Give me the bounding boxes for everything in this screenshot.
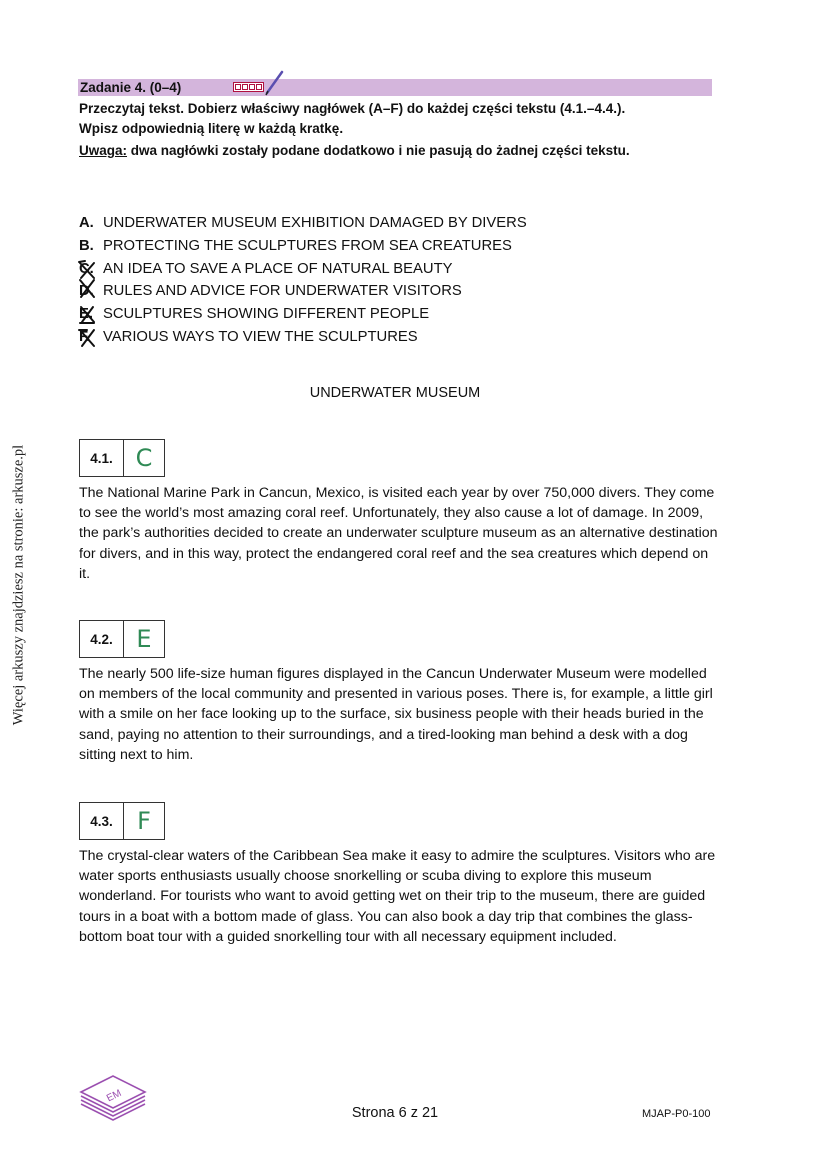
section-title: UNDERWATER MUSEUM: [309, 385, 481, 401]
answer-letter[interactable]: C: [135, 444, 153, 472]
side-watermark: [8, 425, 30, 745]
heading-text: UNDERWATER MUSEUM EXHIBITION DAMAGED BY DIVERS: [103, 215, 527, 231]
heading-text: RULES AND ADVICE FOR UNDERWATER VISITORS: [103, 283, 462, 300]
exam-logo-text: EM: [104, 1087, 124, 1105]
side-watermark-text: Więcej arkuszy znajdziesz na stronie: arkusze.pl: [10, 444, 27, 726]
paragraph-4-3: The crystal-clear waters of the Caribbean Sea make it easy to admire the sculptures. Visitors who are water sports enthusiasts usually choose snorkelling or scuba diving to explore this museum wonderland. For tourists who want to avoid getting wet on their trip to the museum, there are guided tours in a boat with a bottom made of glass. You can also book a day trip that combines the glass-bottom boat tour with a guided snorkelling tour with all necessary equipment included.: [79, 848, 716, 945]
heading-letter: B.: [79, 237, 94, 254]
answer-box-4-3[interactable]: [79, 802, 165, 840]
heading-b: [79, 235, 527, 258]
answer-number: 4.1.: [80, 440, 124, 476]
score-boxes: [233, 82, 264, 92]
heading-text: PROTECTING THE SCULPTURES FROM SEA CREATURES: [103, 237, 512, 254]
heading-a: [79, 212, 527, 235]
answer-number: 4.3.: [80, 803, 124, 839]
answer-box-4-1[interactable]: [79, 439, 165, 477]
heading-d: [79, 280, 527, 303]
cross-mark-icon: [77, 277, 99, 301]
page-number: Strona 6 z 21: [351, 1105, 439, 1121]
pen-icon: [264, 69, 286, 97]
task-note-label: Uwaga:: [79, 143, 128, 158]
headings-list: [79, 212, 527, 349]
heading-letter: C.: [79, 260, 94, 277]
task-note-text: dwa nagłówki zostały podane dodatkowo i nie pasują do żadnej części tekstu.: [127, 143, 630, 158]
heading-letter: A.: [79, 215, 94, 231]
heading-e: [79, 303, 527, 326]
heading-letter: E.: [79, 306, 93, 323]
heading-letter: D.: [79, 283, 94, 300]
cross-mark-icon: [77, 327, 99, 349]
exam-code: MJAP-P0-100: [642, 1108, 711, 1120]
answer-box-4-2[interactable]: [79, 620, 165, 658]
task-note: [79, 141, 630, 161]
paragraph-4-1: The National Marine Park in Cancun, Mexico, is visited each year by over 750,000 divers. They come to see the world’s most amazing coral reef. Unfortunately, they also cause a lot of damage. In 2009, the park’s authorities decided to create an underwater sculpture museum as an alternative destination for divers, and in this way, protect the endangered coral reef and the sea creatures which depend on it.: [79, 485, 718, 582]
heading-text: AN IDEA TO SAVE A PLACE OF NATURAL BEAUTY: [103, 260, 453, 277]
answer-number: 4.2.: [80, 621, 124, 657]
heading-f: [79, 326, 527, 349]
answer-letter[interactable]: E: [136, 625, 152, 653]
cross-mark-icon: [77, 304, 99, 326]
heading-letter: F.: [79, 328, 91, 345]
heading-text: VARIOUS WAYS TO VIEW THE SCULPTURES: [103, 328, 418, 345]
task-instruction-2: Wpisz odpowiednią literę w każdą kratkę.: [79, 121, 344, 136]
task-instruction-1: Przeczytaj tekst. Dobierz właściwy nagłówek (A–F) do każdej części tekstu (4.1.–4.4.).: [79, 101, 626, 116]
paragraph-4-2: The nearly 500 life-size human figures displayed in the Cancun Underwater Museum were modelled on members of the local community and presented in various poses. There is, for example, a little girl with a smile on her face looking up to the surface, six business people with their heads buried in the sand, paying no attention to their surroundings, and a tired-looking man behind a desk with a dog sitting next to him.: [79, 666, 713, 763]
heading-text: SCULPTURES SHOWING DIFFERENT PEOPLE: [103, 306, 430, 323]
answer-letter[interactable]: F: [137, 807, 151, 835]
task-title: Zadanie 4. (0–4): [80, 80, 182, 95]
heading-c: [79, 258, 527, 281]
task-header-bar: [78, 79, 712, 96]
